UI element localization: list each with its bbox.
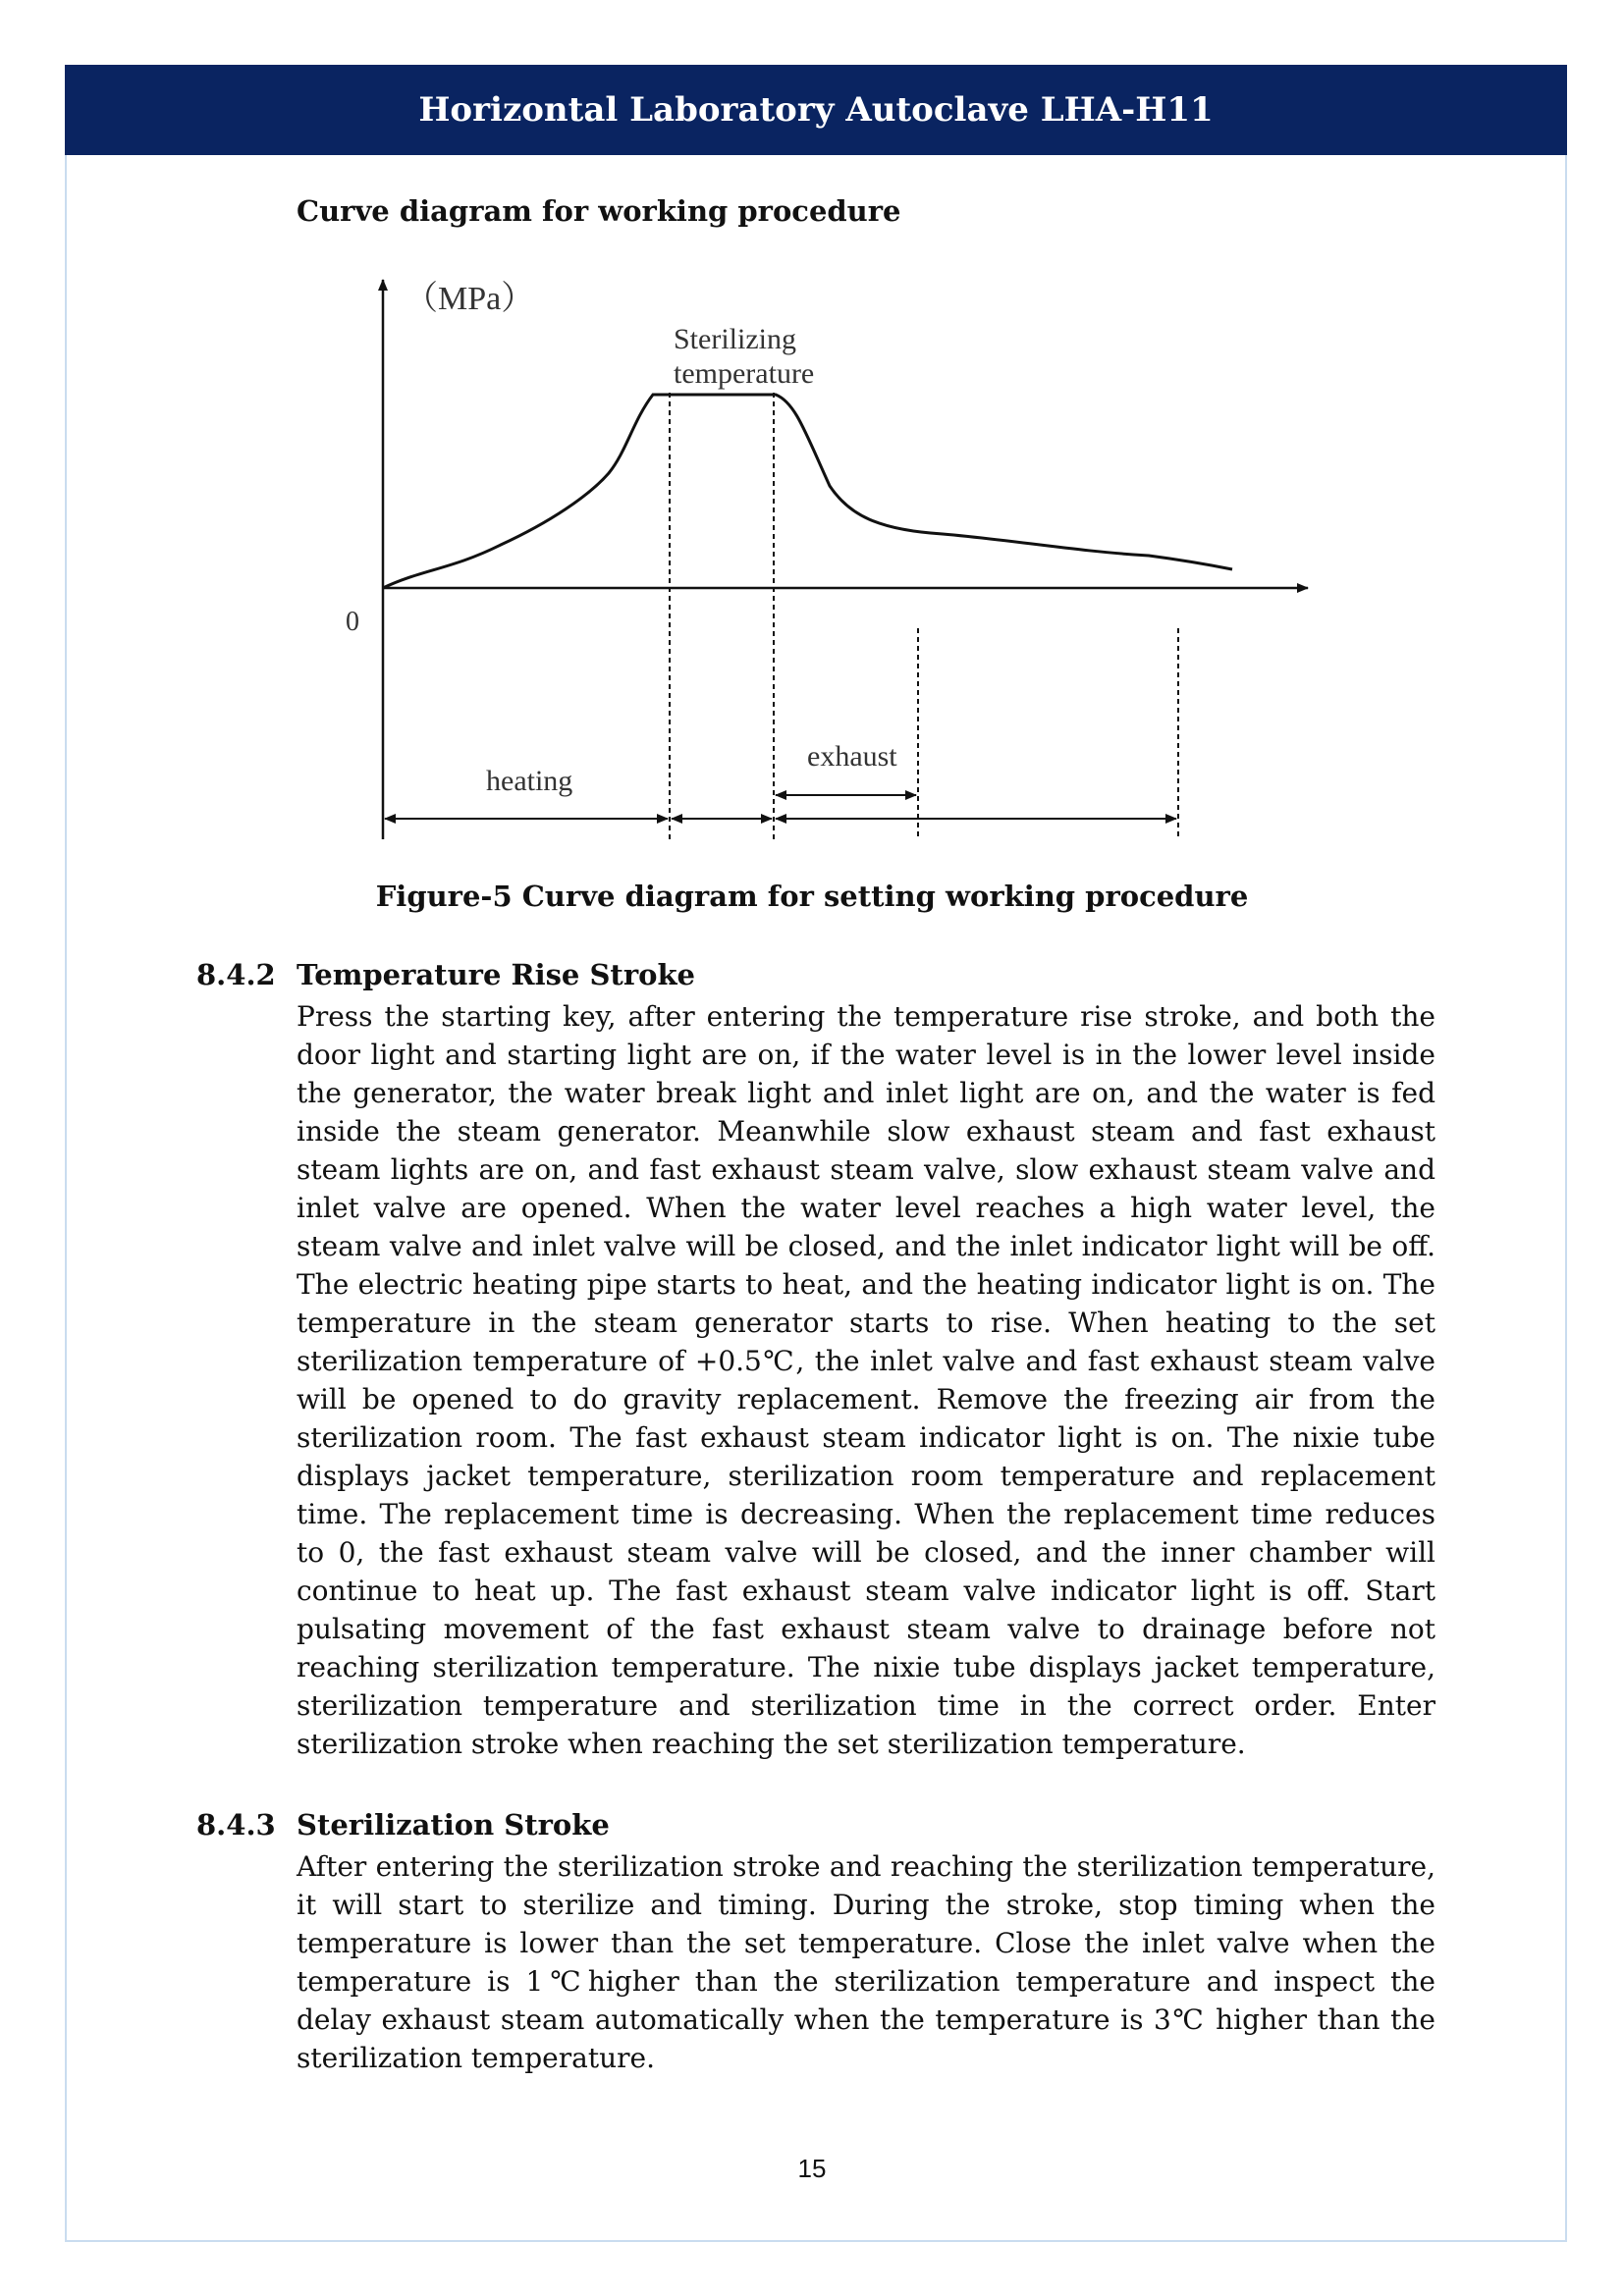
section-number: 8.4.2: [196, 958, 276, 991]
section-body: Press the starting key, after entering the temperature rise stroke, and both the door light and starting light are on, if the water level is in the lower level inside the generator, the water break light and inlet light are on, and the water is fed inside the steam generator. Meanwhile slow exhaust steam and fast exhaust steam lights are on, and fast exhaust steam valve, slow exhaust steam valve and inlet valve are opened. When the water level reaches a high water level, the steam valve and inlet valve will be closed, and the inlet indicator light will be off. The electric heating pipe starts to heat, and the heating indicator light is on. The temperature in the steam generator starts to rise. When heating to the set sterilization temperature of +0.5℃, the inlet valve and fast exhaust steam valve will be opened to do gravity replacement. Remove the freezing air from the sterilization room. The fast exhaust steam indicator light is on. The nixie tube displays jacket temperature, sterilization room temperature and replacement time. The replacement time is decreasing. When the replacement time reduces to 0, the fast exhaust steam valve will be closed, and the inner chamber will continue to heat up. The fast exhaust steam valve indicator light is off. Start pulsating movement of the fast exhaust steam valve to drainage before not reaching sterilization temperature. The nixie tube displays jacket temperature, sterilization temperature and sterilization time in the correct order. Enter sterilization stroke when reaching the set sterilization temperature.: [297, 1000, 1435, 1760]
section-number: 8.4.3: [196, 1808, 276, 1842]
section-body: After entering the sterilization stroke and reaching the sterilization temperature, it will start to sterilize and timing. During the stroke, stop timing when the temperature is lower than the set temperature. Close the inlet valve when the temperature is 1℃higher than the sterilization temperature and inspect the delay exhaust steam automatically when the temperature is 3℃ higher than the sterilization temperature.: [297, 1850, 1435, 2074]
y-axis-label: （MPa）: [405, 281, 535, 317]
section-title: Temperature Rise Stroke: [297, 958, 695, 991]
peak-label-line1: Sterilizing: [674, 323, 796, 355]
exhaust-label: exhaust: [807, 740, 897, 773]
header-bar: [65, 65, 1567, 155]
figure-caption: Figure-5 Curve diagram for setting working procedure: [375, 880, 1249, 913]
figure-heading: Curve diagram for working procedure: [297, 194, 901, 228]
heating-label: heating: [486, 765, 573, 797]
page-number: 15: [797, 2154, 827, 2183]
section-title: Sterilization Stroke: [297, 1808, 610, 1842]
peak-label-line2: temperature: [674, 357, 815, 390]
header-title: Horizontal Laboratory Autoclave LHA-H11: [418, 90, 1214, 130]
working-procedure-curve-diagram: [314, 265, 1316, 844]
origin-label: 0: [346, 607, 359, 637]
pressure-curve: [383, 395, 1232, 588]
